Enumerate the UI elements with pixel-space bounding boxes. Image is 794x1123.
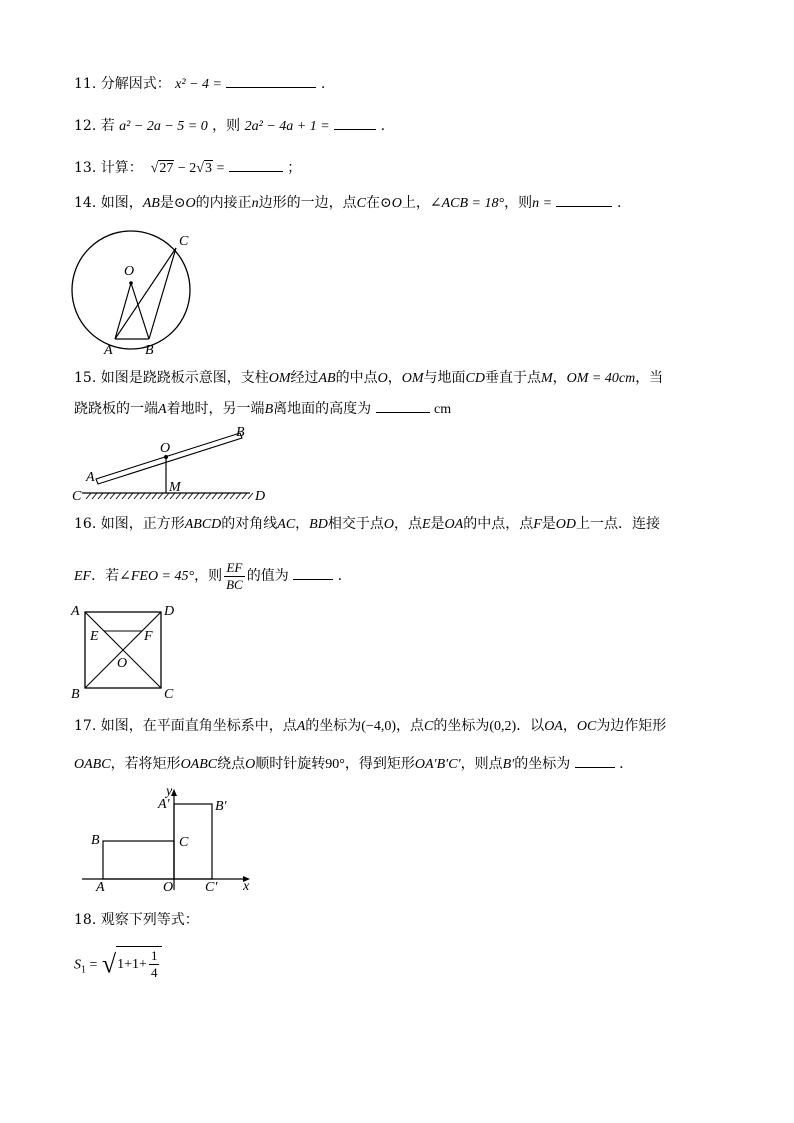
q16-label-A: A bbox=[71, 604, 80, 619]
q15-label-M: M bbox=[169, 480, 181, 495]
ground-hatch bbox=[206, 493, 211, 499]
question-16-line2: EF．若∠FEO = 45°，则 $\frac{EF}{BC}$ 的值为 . bbox=[74, 559, 343, 592]
ground-hatch bbox=[182, 493, 187, 499]
q17-coordinate-figure bbox=[78, 782, 258, 894]
q12-answer-blank[interactable] bbox=[334, 115, 376, 130]
q14-label-C: C bbox=[179, 234, 189, 249]
q17-label-x: x bbox=[243, 879, 250, 894]
q16-answer-blank[interactable] bbox=[293, 565, 333, 580]
q14-answer-blank[interactable] bbox=[556, 192, 612, 207]
q14-label-O: O bbox=[124, 264, 135, 279]
question-13: 13. 计算： √27 − 2√3 = ； bbox=[74, 157, 301, 179]
question-17-line2: OABC，若将矩形OABC绕点O顺时针旋转90°，得到矩形OA′B′C′，则点B′的坐标为 . bbox=[74, 753, 624, 775]
ground-hatch bbox=[116, 493, 121, 499]
ground-hatch bbox=[194, 493, 199, 499]
q17-label-C1: C′ bbox=[205, 880, 218, 894]
ground-hatch bbox=[110, 493, 115, 499]
ground-hatch bbox=[188, 493, 193, 499]
q17-answer-blank[interactable] bbox=[575, 753, 615, 768]
ground-hatch bbox=[98, 493, 103, 499]
q16-fraction: $\frac{EF}{BC}$ bbox=[226, 559, 243, 592]
q14-label-A: A bbox=[104, 343, 113, 358]
q17-label-y: y bbox=[166, 784, 173, 799]
q16-label-C: C bbox=[164, 687, 174, 700]
q12-condition: a² − 2a − 5 = 0 bbox=[119, 119, 208, 134]
ground-hatch bbox=[86, 493, 91, 499]
q15-answer-blank[interactable] bbox=[376, 398, 430, 413]
q15-label-B: B bbox=[236, 425, 245, 440]
q15-seesaw-figure bbox=[70, 425, 275, 505]
question-14: 14. 如图，AB是⊙O的内接正n边形的一边，点C在⊙O上，∠ACB = 18°，则n = . bbox=[74, 192, 621, 214]
ground-hatch bbox=[140, 493, 145, 499]
question-15-line1: 15. 如图是跷跷板示意图，支柱OM经过AB的中点O，OM与地面CD垂直于点M，OM = 40cm，当 bbox=[74, 370, 664, 386]
ground-hatch bbox=[248, 493, 253, 499]
ground-hatch bbox=[242, 493, 247, 499]
ground-hatch bbox=[200, 493, 205, 499]
q18-s1-formula: $S_1 = √1+1+$ $\frac{1}{4}$ bbox=[74, 946, 162, 988]
q12-expression: 2a² − 4a + 1 = bbox=[244, 119, 330, 134]
q16-label-D: D bbox=[164, 604, 175, 619]
ground-hatch bbox=[122, 493, 127, 499]
question-16-line1: 16. 如图，正方形ABCD的对角线AC，BD相交于点O，点E是OA的中点，点F是OD上一点．连接 bbox=[74, 516, 660, 532]
ground-hatch bbox=[104, 493, 109, 499]
q16-label-B: B bbox=[71, 687, 80, 700]
q16-label-O: O bbox=[117, 656, 128, 671]
question-18: 18. 观察下列等式： bbox=[74, 912, 199, 928]
q15-label-A: A bbox=[86, 470, 95, 485]
q17-label-B1: B′ bbox=[215, 799, 227, 814]
question-15-line2: 跷跷板的一端A着地时，另一端B离地面的高度为 cm bbox=[74, 398, 451, 420]
ground-hatch bbox=[236, 493, 241, 499]
q13-expression: √27 − 2√3 = bbox=[147, 161, 225, 176]
question-17-line1: 17. 如图，在平面直角坐标系中，点A的坐标为(−4,0)，点C的坐标为(0,2)．以OA，OC为边作矩形 bbox=[74, 718, 667, 734]
q15-label-O: O bbox=[160, 441, 171, 456]
q15-label-D: D bbox=[255, 489, 266, 504]
q15-label-C: C bbox=[72, 489, 82, 504]
q17-label-O: O bbox=[163, 880, 174, 894]
ground-hatch bbox=[92, 493, 97, 499]
q11-expression: x² − 4 = bbox=[175, 77, 222, 92]
q16-label-E: E bbox=[90, 629, 99, 644]
ground-hatch bbox=[230, 493, 235, 499]
q17-label-C: C bbox=[179, 835, 189, 850]
q14-circle-figure bbox=[62, 228, 202, 358]
ground-hatch bbox=[218, 493, 223, 499]
ground-hatch bbox=[128, 493, 133, 499]
q17-label-A1: A′ bbox=[158, 797, 170, 812]
question-11: 11. 分解因式： x² − 4 = . bbox=[74, 73, 325, 95]
ground-hatch bbox=[212, 493, 217, 499]
q11-answer-blank[interactable] bbox=[226, 73, 316, 88]
q17-label-A: A bbox=[96, 880, 105, 894]
q17-label-B: B bbox=[91, 833, 100, 848]
question-12: 12. 若 a² − 2a − 5 = 0 ，则 2a² − 4a + 1 = . bbox=[74, 115, 385, 137]
ground-hatch bbox=[152, 493, 157, 499]
q16-label-F: F bbox=[144, 629, 153, 644]
ground-hatch bbox=[146, 493, 151, 499]
q13-answer-blank[interactable] bbox=[229, 157, 283, 172]
ground-hatch bbox=[158, 493, 163, 499]
ground-hatch bbox=[134, 493, 139, 499]
ground-hatch bbox=[224, 493, 229, 499]
q14-label-B: B bbox=[145, 343, 154, 358]
q16-square-figure bbox=[66, 600, 186, 700]
